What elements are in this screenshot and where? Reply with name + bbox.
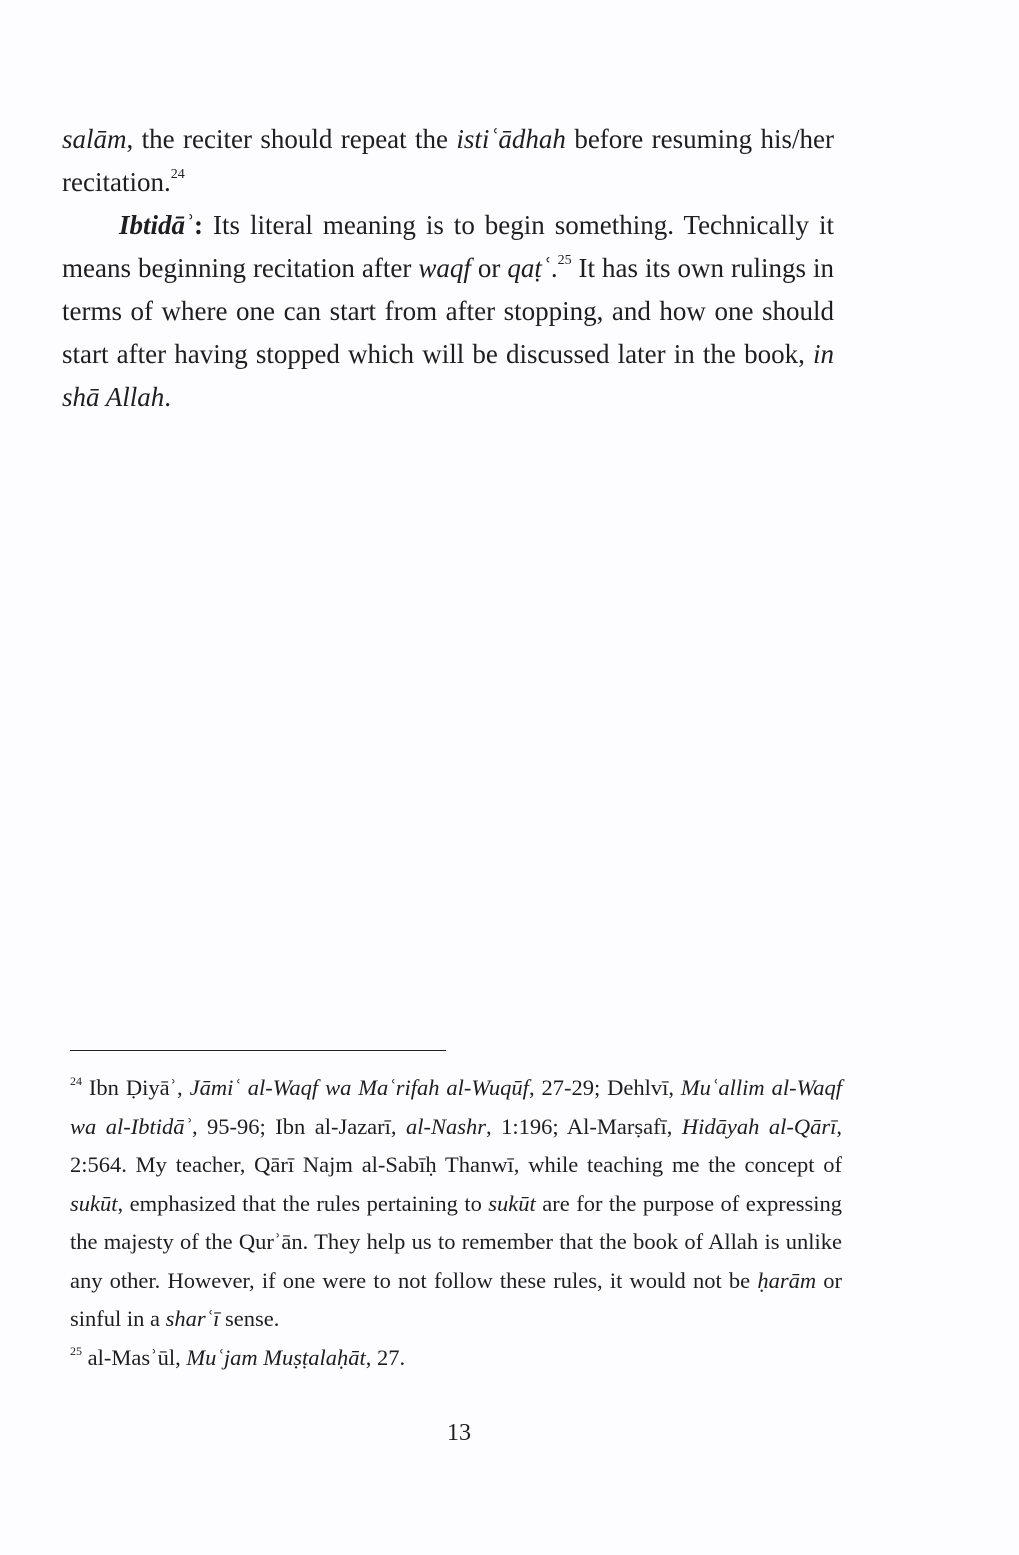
text-span: , 95-96; Ibn al-Jazarī, — [191, 1113, 407, 1139]
footnote-ref-25: 25 — [557, 253, 572, 268]
text-span: sense. — [219, 1306, 280, 1331]
term-istiadhah: istiʿādhah — [456, 124, 566, 154]
citation-title: Muʿallim al-Waqf wa al-Ibtidāʾ — [70, 1075, 842, 1139]
text-span: or — [470, 253, 508, 283]
text-span: al-Masʾūl, — [82, 1344, 187, 1370]
text-span: It has its own rulings in terms of where one can start from after stopping, and how one should start after having stopped which will be discussed later in the book, — [62, 253, 834, 369]
text-span: . — [164, 382, 172, 412]
term-haram: ḥarām — [757, 1267, 817, 1293]
footnote-number: 24 — [70, 1074, 82, 1088]
text-span: , 27. — [365, 1344, 406, 1370]
term-sukut: sukūt — [488, 1190, 536, 1216]
text-span: , emphasized that the rules pertaining to — [117, 1190, 489, 1216]
term-shari: sharʿī — [165, 1306, 220, 1331]
text-span: , 2:564. My teacher, Qārī Najm al-Sabīḥ Thanwī, while teaching me the concept of — [70, 1113, 842, 1177]
term-in-sha-allah: in shā Allah — [62, 339, 834, 412]
paragraph-continuation — [62, 118, 834, 204]
page-number: 13 — [447, 1420, 471, 1446]
footnote-25 — [70, 1339, 842, 1378]
footnote-number: 25 — [70, 1343, 82, 1358]
text-span: , 27-29; Dehlvī, — [528, 1075, 681, 1100]
citation-title: Jāmiʿ al-Waqf wa Maʿrifah al-Wuqūf — [189, 1075, 529, 1100]
main-text — [62, 118, 834, 419]
footnote-ref-24: 24 — [170, 167, 185, 182]
text-span: before resuming his/her recitation. — [62, 124, 834, 197]
term-sukut: sukūt — [70, 1190, 118, 1216]
text-span: or sinful in a — [70, 1267, 843, 1331]
text-span: Ibn Ḍiyāʾ, — [82, 1075, 190, 1100]
term-salam: salām — [62, 124, 127, 154]
text-span: , 1:196; Al-Marṣafī, — [486, 1113, 682, 1139]
term-qat: qaṭʿ — [507, 253, 551, 283]
text-span: , the reciter should repeat the — [126, 124, 457, 154]
footnotes — [70, 1069, 842, 1377]
citation-title: Hidāyah al-Qārī — [681, 1113, 837, 1139]
term-waqf: waqf — [418, 253, 471, 283]
text-span: . — [550, 253, 558, 283]
paragraph-ibtida — [62, 204, 834, 419]
citation-title: al-Nashr — [406, 1113, 487, 1139]
citation-title: Muʿjam Muṣṭalaḥāt — [186, 1344, 366, 1370]
term-heading-ibtida: Ibtidāʾ — [119, 210, 195, 240]
text-span: are for the purpose of expressing the majesty of the Qurʾān. They help us to remember that the book of Allah is unlike any other. However, if one were to not follow these rules, it would not be — [70, 1190, 842, 1293]
footnote-24 — [70, 1069, 842, 1339]
heading-punctuation: : — [194, 210, 204, 240]
footnote-divider — [70, 1050, 446, 1051]
text-span: Its literal meaning is to begin something. Technically it means beginning recitation after — [62, 210, 834, 283]
